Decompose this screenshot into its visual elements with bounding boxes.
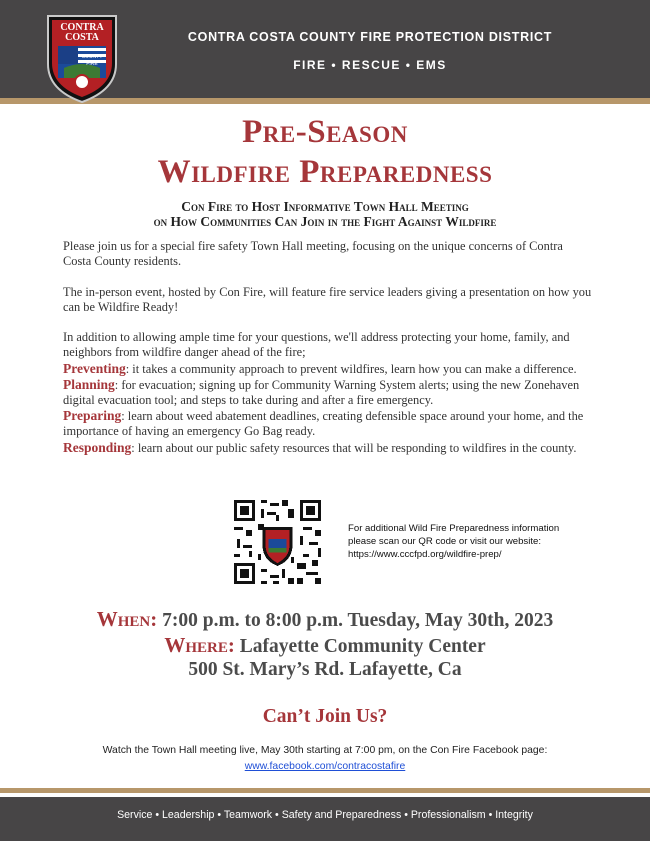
event-where [0,633,650,658]
qr-info-text: For additional Wild Fire Preparedness information please scan our QR code or visit our website: https://www.cccfpd.org/wildfire-prep/ [348,523,560,560]
where-label: Where: [164,633,235,657]
footer-gold-stripe [0,788,650,793]
facebook-link[interactable]: www.facebook.com/contracostafire [244,761,406,772]
paragraph-topics: In addition to allowing ample time for your questions, we'll address protecting your home, family, and neighbors from wildfire danger ahead of the fire; [63,330,570,360]
event-address: 500 St. Mary’s Rd. Lafayette, Ca [188,659,462,680]
title-line-1: Pre-Season [242,114,408,150]
topic-text: : it takes a community approach to prevent wildfires, learn how you can make a difference. [125,361,577,376]
footer-values: Service • Leadership • Teamwork • Safety and Preparedness • Professionalism • Integrity [117,809,533,821]
district-services: FIRE • RESCUE • EMS [293,58,447,72]
topic-item-responding [63,440,593,456]
title-line-2: Wildfire Preparedness [157,154,493,190]
badge-text-fire: FIRE [86,61,98,67]
topic-term: Preventing [63,360,126,376]
topic-term: Responding [63,439,132,455]
where-value: Lafayette Community Center [234,636,486,657]
topic-text: : learn about weed abatement deadlines, creating defensible space around your home, and the importance of having an emergency Go Bag ready. [63,409,584,439]
livestream-info: Watch the Town Hall meeting live, May 30th starting at 7:00 pm, on the Con Fire Facebook page: [102,745,548,756]
badge-text-county: COUNTY [81,54,103,60]
topic-text: : for evacuation; signing up for Community Warning System alerts; using the new Zonehaven digital evacuation tool; and steps to take during and after a fire emergency. [63,377,580,407]
topic-term: Planning [63,376,115,392]
badge-text-contra: CONTRA [60,22,104,33]
topic-item-planning [63,377,593,408]
topic-item-preventing [63,361,593,377]
topic-item-preparing [63,408,593,439]
paragraph-event: The in-person event, hosted by Con Fire, will feature fire service leaders giving a presentation on how you can be Wildfire Ready! [63,284,592,314]
qr-code-icon[interactable] [231,497,324,587]
paragraph-intro: Please join us for a special fire safety Town Hall meeting, focusing on the unique concerns of Contra Costa County residents. [63,239,563,269]
topic-term: Preparing [63,408,122,424]
when-value: 7:00 p.m. to 8:00 p.m. Tuesday, May 30th, 2023 [157,610,554,631]
district-name: CONTRA COSTA COUNTY FIRE PROTECTION DISTRICT [187,30,553,44]
when-label: When: [96,607,158,631]
topic-text: : learn about our public safety resources that will be responding to wildfires in the county. [131,440,577,455]
subtitle-line-1: Con Fire to Host Informative Town Hall Meeting [181,199,469,214]
fire-district-badge-icon [44,10,120,104]
badge-text-costa: COSTA [65,32,99,43]
event-when [0,607,650,632]
body-text [63,239,593,456]
cant-join-heading: Can’t Join Us? [262,706,388,727]
subtitle-line-2: on How Communities Can Join in the Fight Against Wildfire [153,214,497,229]
